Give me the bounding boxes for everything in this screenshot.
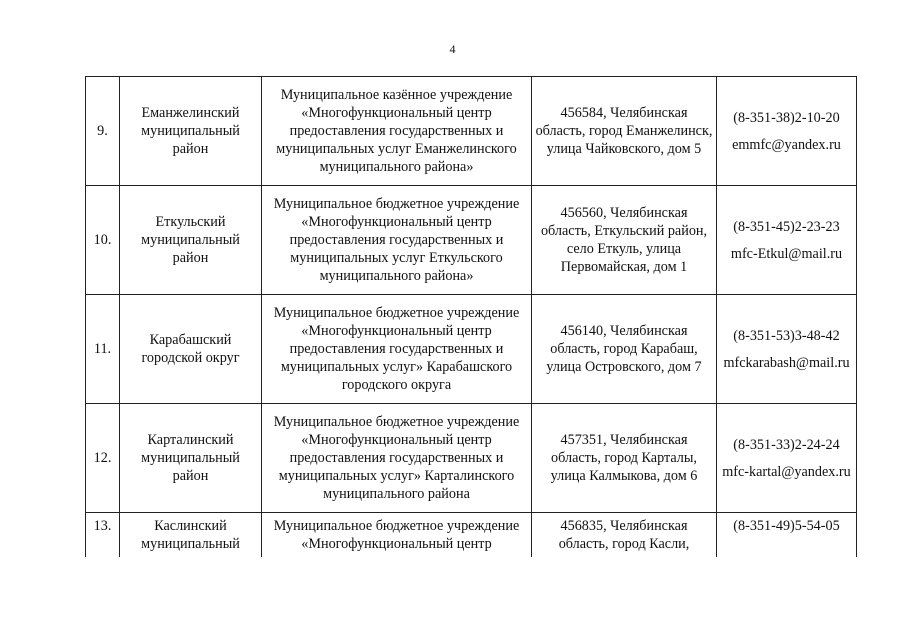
institution-name: Муниципальное бюджетное учреждение «Многофункциональный центр предоставления государственных и муниципальных услуг» Карталинского муниципального района: [262, 404, 532, 513]
phone-number: (8-351-38)2-10-20: [733, 109, 840, 126]
table-row: [86, 186, 857, 295]
institution-name: Муниципальное казённое учреждение «Многофункциональный центр предоставления государственных и муниципальных услуг Еманжелинского муниципального района»: [262, 77, 532, 186]
email-address: mfc-kartal@yandex.ru: [722, 463, 851, 480]
page-number: 4: [449, 42, 456, 56]
phone-number: (8-351-53)3-48-42: [733, 327, 840, 344]
postal-address: 457351, Челябинская область, город Карталы, улица Калмыкова, дом 6: [532, 404, 717, 513]
institution-name: Муниципальное бюджетное учреждение «Многофункциональный центр предоставления государственных и муниципальных услуг» Карабашского городского округа: [262, 295, 532, 404]
postal-address: 456560, Челябинская область, Еткульский район, село Еткуль, улица Первомайская, дом 1: [532, 186, 717, 295]
institution-name: Муниципальное бюджетное учреждение «Многофункциональный центр предоставления государственных и муниципальных услуг Еткульского муниципального района»: [262, 186, 532, 295]
table-row: [86, 513, 857, 558]
email-address: mfckarabash@mail.ru: [723, 354, 850, 371]
row-number: 10.: [86, 186, 120, 295]
email-address: emmfc@yandex.ru: [732, 136, 841, 153]
contacts-cell: [717, 77, 857, 186]
table-row: [86, 77, 857, 186]
district-name: Еткульский муниципальный район: [120, 186, 262, 295]
mfc-table: [85, 76, 857, 557]
contacts-cell: [717, 513, 857, 558]
postal-address: 456140, Челябинская область, город Карабаш, улица Островского, дом 7: [532, 295, 717, 404]
row-number: 12.: [86, 404, 120, 513]
row-number: 9.: [86, 77, 120, 186]
district-name: Карабашский городской округ: [120, 295, 262, 404]
contacts-cell: [717, 295, 857, 404]
phone-number: (8-351-45)2-23-23: [733, 218, 840, 235]
table-row: [86, 404, 857, 513]
contacts-cell: [717, 186, 857, 295]
postal-address: 456584, Челябинская область, город Еманжелинск, улица Чайковского, дом 5: [532, 77, 717, 186]
row-number: 13.: [86, 513, 120, 558]
district-name: Каслинский муниципальный: [120, 513, 262, 558]
district-name: Еманжелинский муниципальный район: [120, 77, 262, 186]
postal-address: 456835, Челябинская область, город Касли,: [532, 513, 717, 558]
phone-number: (8-351-33)2-24-24: [733, 436, 840, 453]
email-address: mfc-Etkul@mail.ru: [730, 245, 843, 262]
table-row: [86, 295, 857, 404]
row-number: 11.: [86, 295, 120, 404]
contacts-cell: [717, 404, 857, 513]
phone-number: (8-351-49)5-54-05: [733, 518, 840, 534]
institution-name: Муниципальное бюджетное учреждение «Многофункциональный центр: [262, 513, 532, 558]
district-name: Карталинский муниципальный район: [120, 404, 262, 513]
